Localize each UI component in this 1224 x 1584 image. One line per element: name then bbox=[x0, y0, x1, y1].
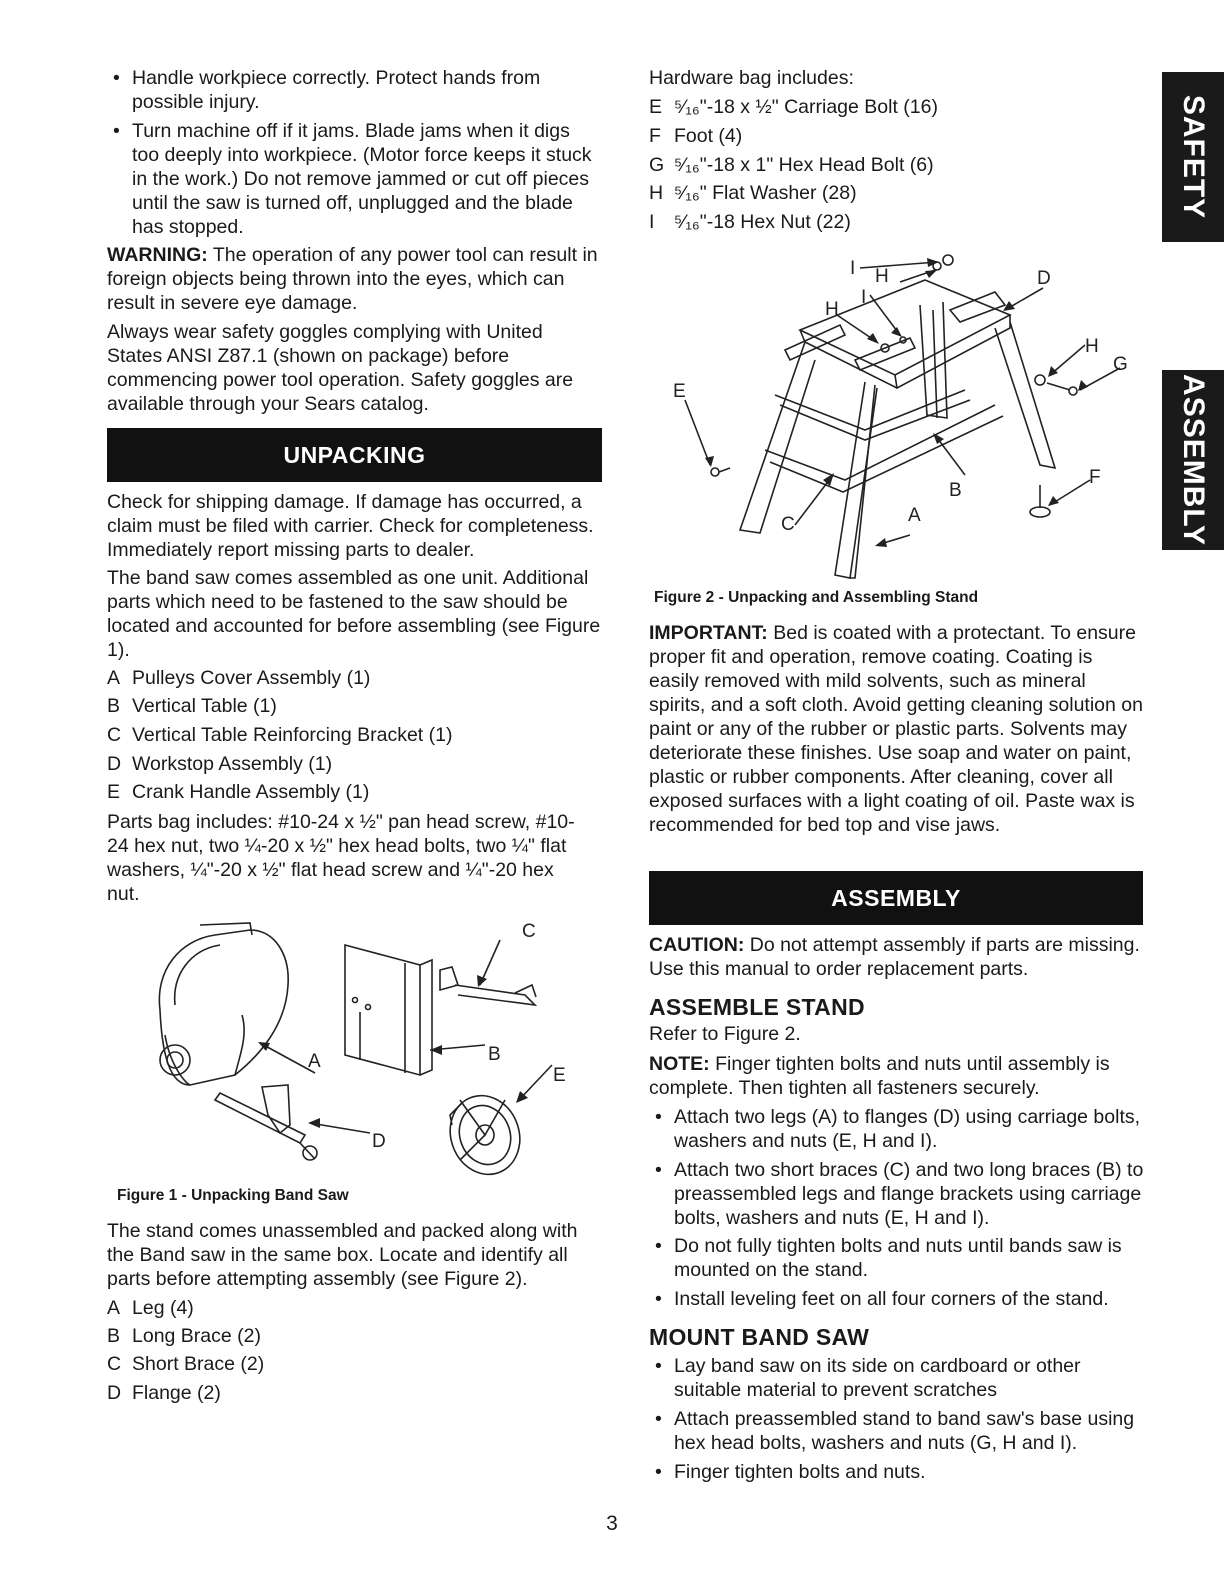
list-item: H ⁵⁄₁₆" Flat Washer (28) bbox=[649, 182, 857, 204]
bandsaw-paragraph: The band saw comes assembled as one unit. Additional parts which need to be fastened to the saw should be located and accounted for before assembling (see Figure 1). bbox=[107, 567, 601, 661]
warning-label: WARNING: bbox=[107, 244, 208, 266]
important-text: Bed is coated with a protectant. To ensure proper fit and operation, remove coating. Coating is easily removed with mild solvents, such as mineral spirits, and a soft cloth. Avoid getting cleaning solution on paint or any of the rubber or plastic parts. Solvents may deteriorate these finishes. Use soap and water on paint, plastic or rubber components. After cleaning, cover all exposed surfaces with a light coating of oil. Paste wax is recommended for bed top and vise jaws. bbox=[649, 622, 1143, 836]
vertical-table-drawing bbox=[345, 945, 432, 1075]
crank-handle-drawing bbox=[439, 1086, 530, 1180]
figure2-label-e: E bbox=[673, 381, 686, 402]
figure1-illustration bbox=[140, 915, 580, 1180]
workstop-drawing bbox=[215, 1085, 317, 1160]
check-damage-paragraph: Check for shipping damage. If damage has occurred, a claim must be filed with carrier. Check for completeness. Immediately report missing parts to dealer. bbox=[107, 491, 594, 561]
bullet-mount-step: • Finger tighten bolts and nuts. bbox=[649, 1460, 1144, 1484]
stand-paragraph: The stand comes unassembled and packed along with the Band saw in the same box. Locate and identify all parts before attempting assembly (see Figure 2). bbox=[107, 1220, 578, 1290]
bullet-mount-step: • Lay band saw on its side on cardboard or other suitable material to prevent scratches bbox=[649, 1354, 1144, 1402]
list-item: G ⁵⁄₁₆"-18 x 1" Hex Head Bolt (6) bbox=[649, 154, 934, 176]
figure1-label-c: C bbox=[522, 921, 536, 942]
figure2-label-g: G bbox=[1113, 354, 1128, 375]
pulley-cover-drawing bbox=[159, 923, 288, 1085]
warning-text: The operation of any power tool can result in foreign objects being thrown into the eyes, which can result in severe eye damage. bbox=[107, 244, 598, 314]
refer-text: Refer to Figure 2. bbox=[649, 1023, 801, 1045]
warning-paragraph bbox=[107, 243, 602, 315]
note-label: NOTE: bbox=[649, 1053, 710, 1075]
bullet-stand-step: • Attach two legs (A) to flanges (D) using carriage bolts, washers and nuts (E, H and I). bbox=[649, 1105, 1144, 1153]
figure2-caption: Figure 2 - Unpacking and Assembling Stand bbox=[654, 589, 979, 606]
note-text: Finger tighten bolts and nuts until assembly is complete. Then tighten all fasteners securely. bbox=[649, 1053, 1110, 1099]
figure2-label-d: D bbox=[1037, 268, 1051, 289]
assembly-tab-label: ASSEMBLY bbox=[1177, 374, 1210, 546]
figure1-caption: Figure 1 - Unpacking Band Saw bbox=[117, 1187, 349, 1204]
list-item: D Workstop Assembly (1) bbox=[107, 753, 333, 775]
note-paragraph bbox=[649, 1052, 1143, 1100]
bullet-mount-step: • Attach preassembled stand to band saw's base using hex head bolts, washers and nuts (G, H and I). bbox=[649, 1407, 1149, 1455]
list-item: C Short Brace (2) bbox=[107, 1353, 265, 1375]
assembly-banner: ASSEMBLY bbox=[649, 871, 1143, 925]
unpacking-banner: UNPACKING bbox=[107, 428, 602, 482]
list-item: E Crank Handle Assembly (1) bbox=[107, 781, 370, 803]
figure1-label-b: B bbox=[488, 1044, 501, 1065]
figure1-label-d: D bbox=[372, 1131, 386, 1152]
figure1-label-a: A bbox=[308, 1051, 321, 1072]
list-item: I ⁵⁄₁₆"-18 Hex Nut (22) bbox=[649, 211, 851, 233]
list-item: B Long Brace (2) bbox=[107, 1325, 261, 1347]
important-paragraph bbox=[649, 621, 1143, 837]
important-label: IMPORTANT: bbox=[649, 622, 768, 644]
goggles-paragraph: Always wear safety goggles complying with United States ANSI Z87.1 (shown on package) before commencing power tool operation. Safety goggles are available through your Sears catalog. bbox=[107, 321, 574, 415]
figure2-illustration bbox=[665, 240, 1135, 585]
list-item: C Vertical Table Reinforcing Bracket (1) bbox=[107, 724, 453, 746]
figure2-label-b: B bbox=[949, 480, 962, 501]
list-item: F Foot (4) bbox=[649, 125, 743, 147]
figure2-label-i1: I bbox=[850, 258, 856, 279]
figure2-label-f: F bbox=[1089, 467, 1101, 488]
parts-bag-paragraph: Parts bag includes: #10-24 x ½" pan head screw, #10-24 hex nut, two ¼-20 x ½" hex head bolts, two ¼" flat washers, ¼"-20 x ½" flat head screw and ¼"-20 hex nut. bbox=[107, 811, 575, 905]
page-number: 3 bbox=[606, 1512, 618, 1535]
mount-band-saw-heading: MOUNT BAND SAW bbox=[649, 1324, 870, 1350]
figure2-label-c: C bbox=[781, 514, 795, 535]
safety-tab-label: SAFETY bbox=[1177, 94, 1210, 220]
figure2-label-h1: H bbox=[875, 266, 889, 287]
list-item: A Pulleys Cover Assembly (1) bbox=[107, 667, 371, 689]
safety-tab bbox=[1162, 72, 1224, 242]
assembly-tab bbox=[1162, 370, 1224, 550]
bullet-turn-off: • Turn machine off if it jams. Blade jams when it digs too deeply into workpiece. (Motor force keeps it stuck in the work.) Do not remove jammed or cut off pieces until the saw is turned off, unplugged and the blade has stopped. bbox=[107, 119, 602, 239]
bracket-drawing bbox=[440, 967, 536, 1005]
figure2-label-i2: I bbox=[861, 287, 867, 308]
hardware-title: Hardware bag includes: bbox=[649, 67, 854, 89]
list-item: B Vertical Table (1) bbox=[107, 695, 277, 717]
assemble-stand-heading: ASSEMBLE STAND bbox=[649, 994, 865, 1020]
bullet-stand-step: • Do not fully tighten bolts and nuts until bands saw is mounted on the stand. bbox=[649, 1234, 1144, 1282]
figure1-label-e: E bbox=[553, 1065, 566, 1086]
caution-text: Do not attempt assembly if parts are missing. Use this manual to order replacement parts. bbox=[649, 934, 1140, 980]
figure2-label-h2: H bbox=[825, 299, 839, 320]
list-item: A Leg (4) bbox=[107, 1297, 194, 1319]
figure2-label-h3: H bbox=[1085, 336, 1099, 357]
list-item: E ⁵⁄₁₆"-18 x ½" Carriage Bolt (16) bbox=[649, 96, 938, 118]
caution-label: CAUTION: bbox=[649, 934, 745, 956]
list-item: D Flange (2) bbox=[107, 1382, 221, 1404]
caution-paragraph bbox=[649, 933, 1143, 981]
bullet-stand-step: • Attach two short braces (C) and two long braces (B) to preassembled legs and flange brackets using carriage bolts, washers and nuts (E, H and I). bbox=[649, 1158, 1144, 1230]
bullet-stand-step: • Install leveling feet on all four corners of the stand. bbox=[649, 1287, 1154, 1311]
bullet-handle-workpiece: • Handle workpiece correctly. Protect hands from possible injury. bbox=[107, 66, 602, 114]
figure2-label-a: A bbox=[908, 505, 921, 526]
